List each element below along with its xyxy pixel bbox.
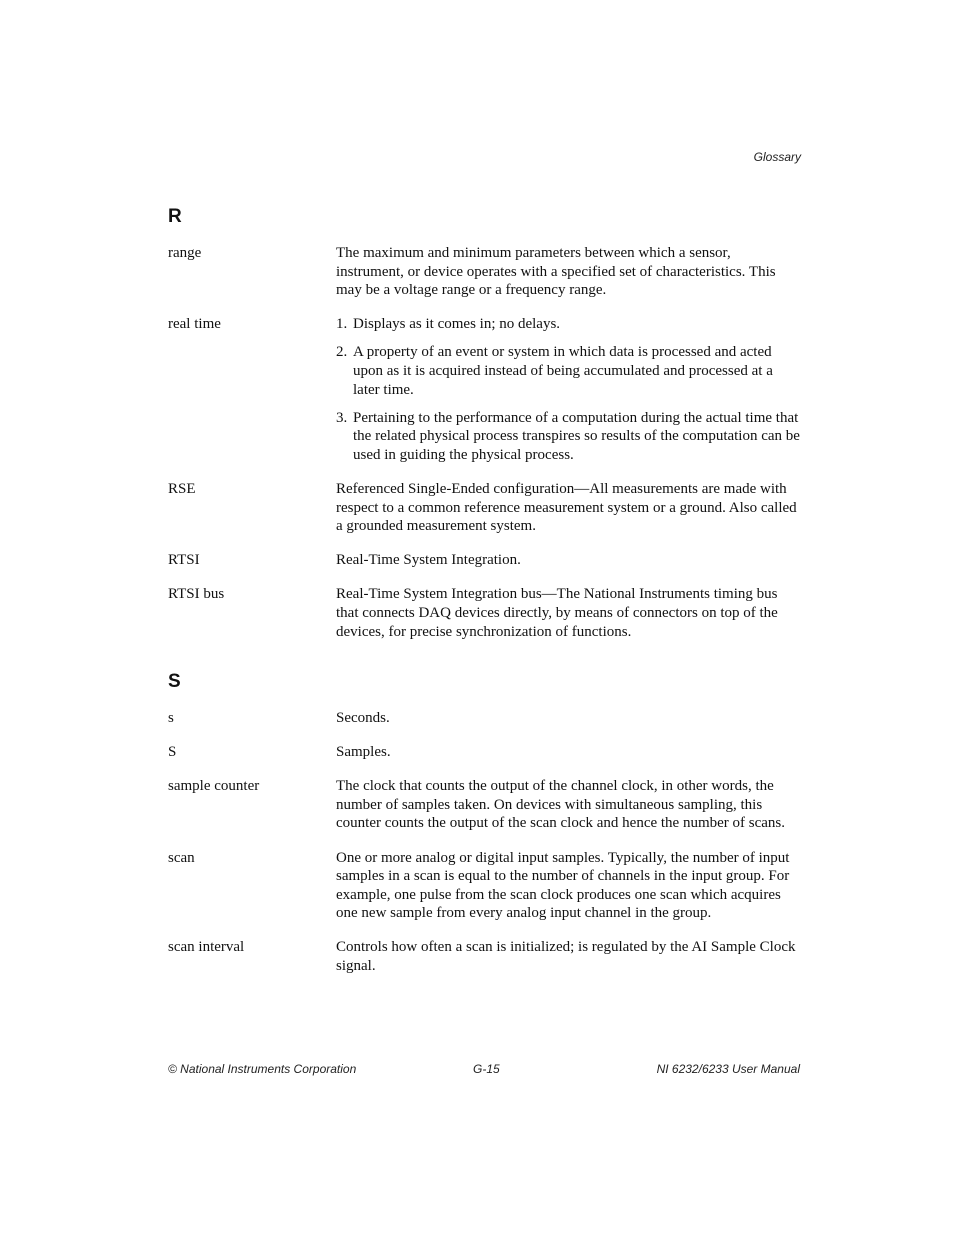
glossary-definition: Controls how often a scan is initialized; is regulated by the AI Sample Clock signal. xyxy=(336,939,796,975)
glossary-definition: Seconds. xyxy=(336,710,390,727)
glossary-term: RSE xyxy=(168,480,196,497)
glossary-entry-rtsi xyxy=(168,551,808,570)
list-number: 1. xyxy=(336,316,348,333)
glossary-entry-s-lower xyxy=(168,709,808,728)
glossary-term: RTSI bus xyxy=(168,586,225,603)
list-number: 3. xyxy=(336,409,348,426)
numbered-list xyxy=(336,315,802,464)
glossary-entry-rtsi-bus xyxy=(168,585,808,641)
glossary-definition xyxy=(336,315,802,464)
glossary-term: RTSI xyxy=(168,552,200,569)
glossary-entry-sample-counter xyxy=(168,777,808,833)
glossary-term: real time xyxy=(168,316,221,333)
glossary-term: sample counter xyxy=(168,778,260,795)
list-item xyxy=(336,409,802,465)
footer-page-number: G-15 xyxy=(473,1062,500,1076)
list-number: 2. xyxy=(336,344,348,361)
glossary-term: range xyxy=(168,245,202,261)
footer-manual-title: NI 6232/6233 User Manual xyxy=(656,1062,800,1076)
glossary-term: S xyxy=(168,744,177,761)
glossary-entry-scan-interval xyxy=(168,938,808,975)
section-letter-r: R xyxy=(168,206,182,227)
glossary-definition: The maximum and minimum parameters between which a sensor, instrument, or device operates with a specified set of characteristics. This may be a voltage range or a frequency range. xyxy=(336,245,776,299)
section-letter-s: S xyxy=(168,671,181,693)
glossary-definition: Real-Time System Integration bus—The National Instruments timing bus that connects DAQ devices directly, by means of connectors on top of the devices, for precise synchronization of functions. xyxy=(336,586,778,640)
glossary-entry-scan xyxy=(168,849,808,923)
list-text: Displays as it comes in; no delays. xyxy=(353,316,561,333)
glossary-definition: Real-Time System Integration. xyxy=(336,552,521,569)
glossary-definition: Samples. xyxy=(336,744,391,761)
glossary-definition: Referenced Single-Ended configuration—All measurements are made with respect to a common reference measurement system or a ground. Also called a grounded measurement system. xyxy=(336,480,797,535)
glossary-content xyxy=(168,206,808,991)
list-item xyxy=(336,315,802,334)
glossary-term: scan xyxy=(168,849,195,866)
list-item xyxy=(336,343,802,399)
page-footer xyxy=(168,1062,800,1078)
glossary-definition: One or more analog or digital input samples. Typically, the number of input samples in a scan is equal to the number of channels in the input group. For example, one pulse from the scan clock produces one scan which acquires one new sample from every analog input channel in the group. xyxy=(336,849,790,922)
list-text: A property of an event or system in which data is processed and acted upon as it is acquired instead of being accumulated and processed at a later time. xyxy=(353,344,773,398)
glossary-term: s xyxy=(168,710,174,727)
glossary-entry-real-time xyxy=(168,315,808,464)
glossary-entry-rse xyxy=(168,480,808,536)
glossary-term: scan interval xyxy=(168,939,245,956)
running-header: Glossary xyxy=(753,150,801,164)
footer-copyright: © National Instruments Corporation xyxy=(168,1062,357,1076)
glossary-entry-range xyxy=(168,244,808,300)
glossary-entry-s-upper xyxy=(168,743,808,762)
list-text: Pertaining to the performance of a computation during the actual time that the related physical process transpires so results of the computation can be used in guiding the physical process. xyxy=(353,409,800,463)
glossary-definition: The clock that counts the output of the channel clock, in other words, the number of samples taken. On devices with simultaneous sampling, this counter counts the output of the scan clock and hence the number of scans. xyxy=(336,778,786,832)
